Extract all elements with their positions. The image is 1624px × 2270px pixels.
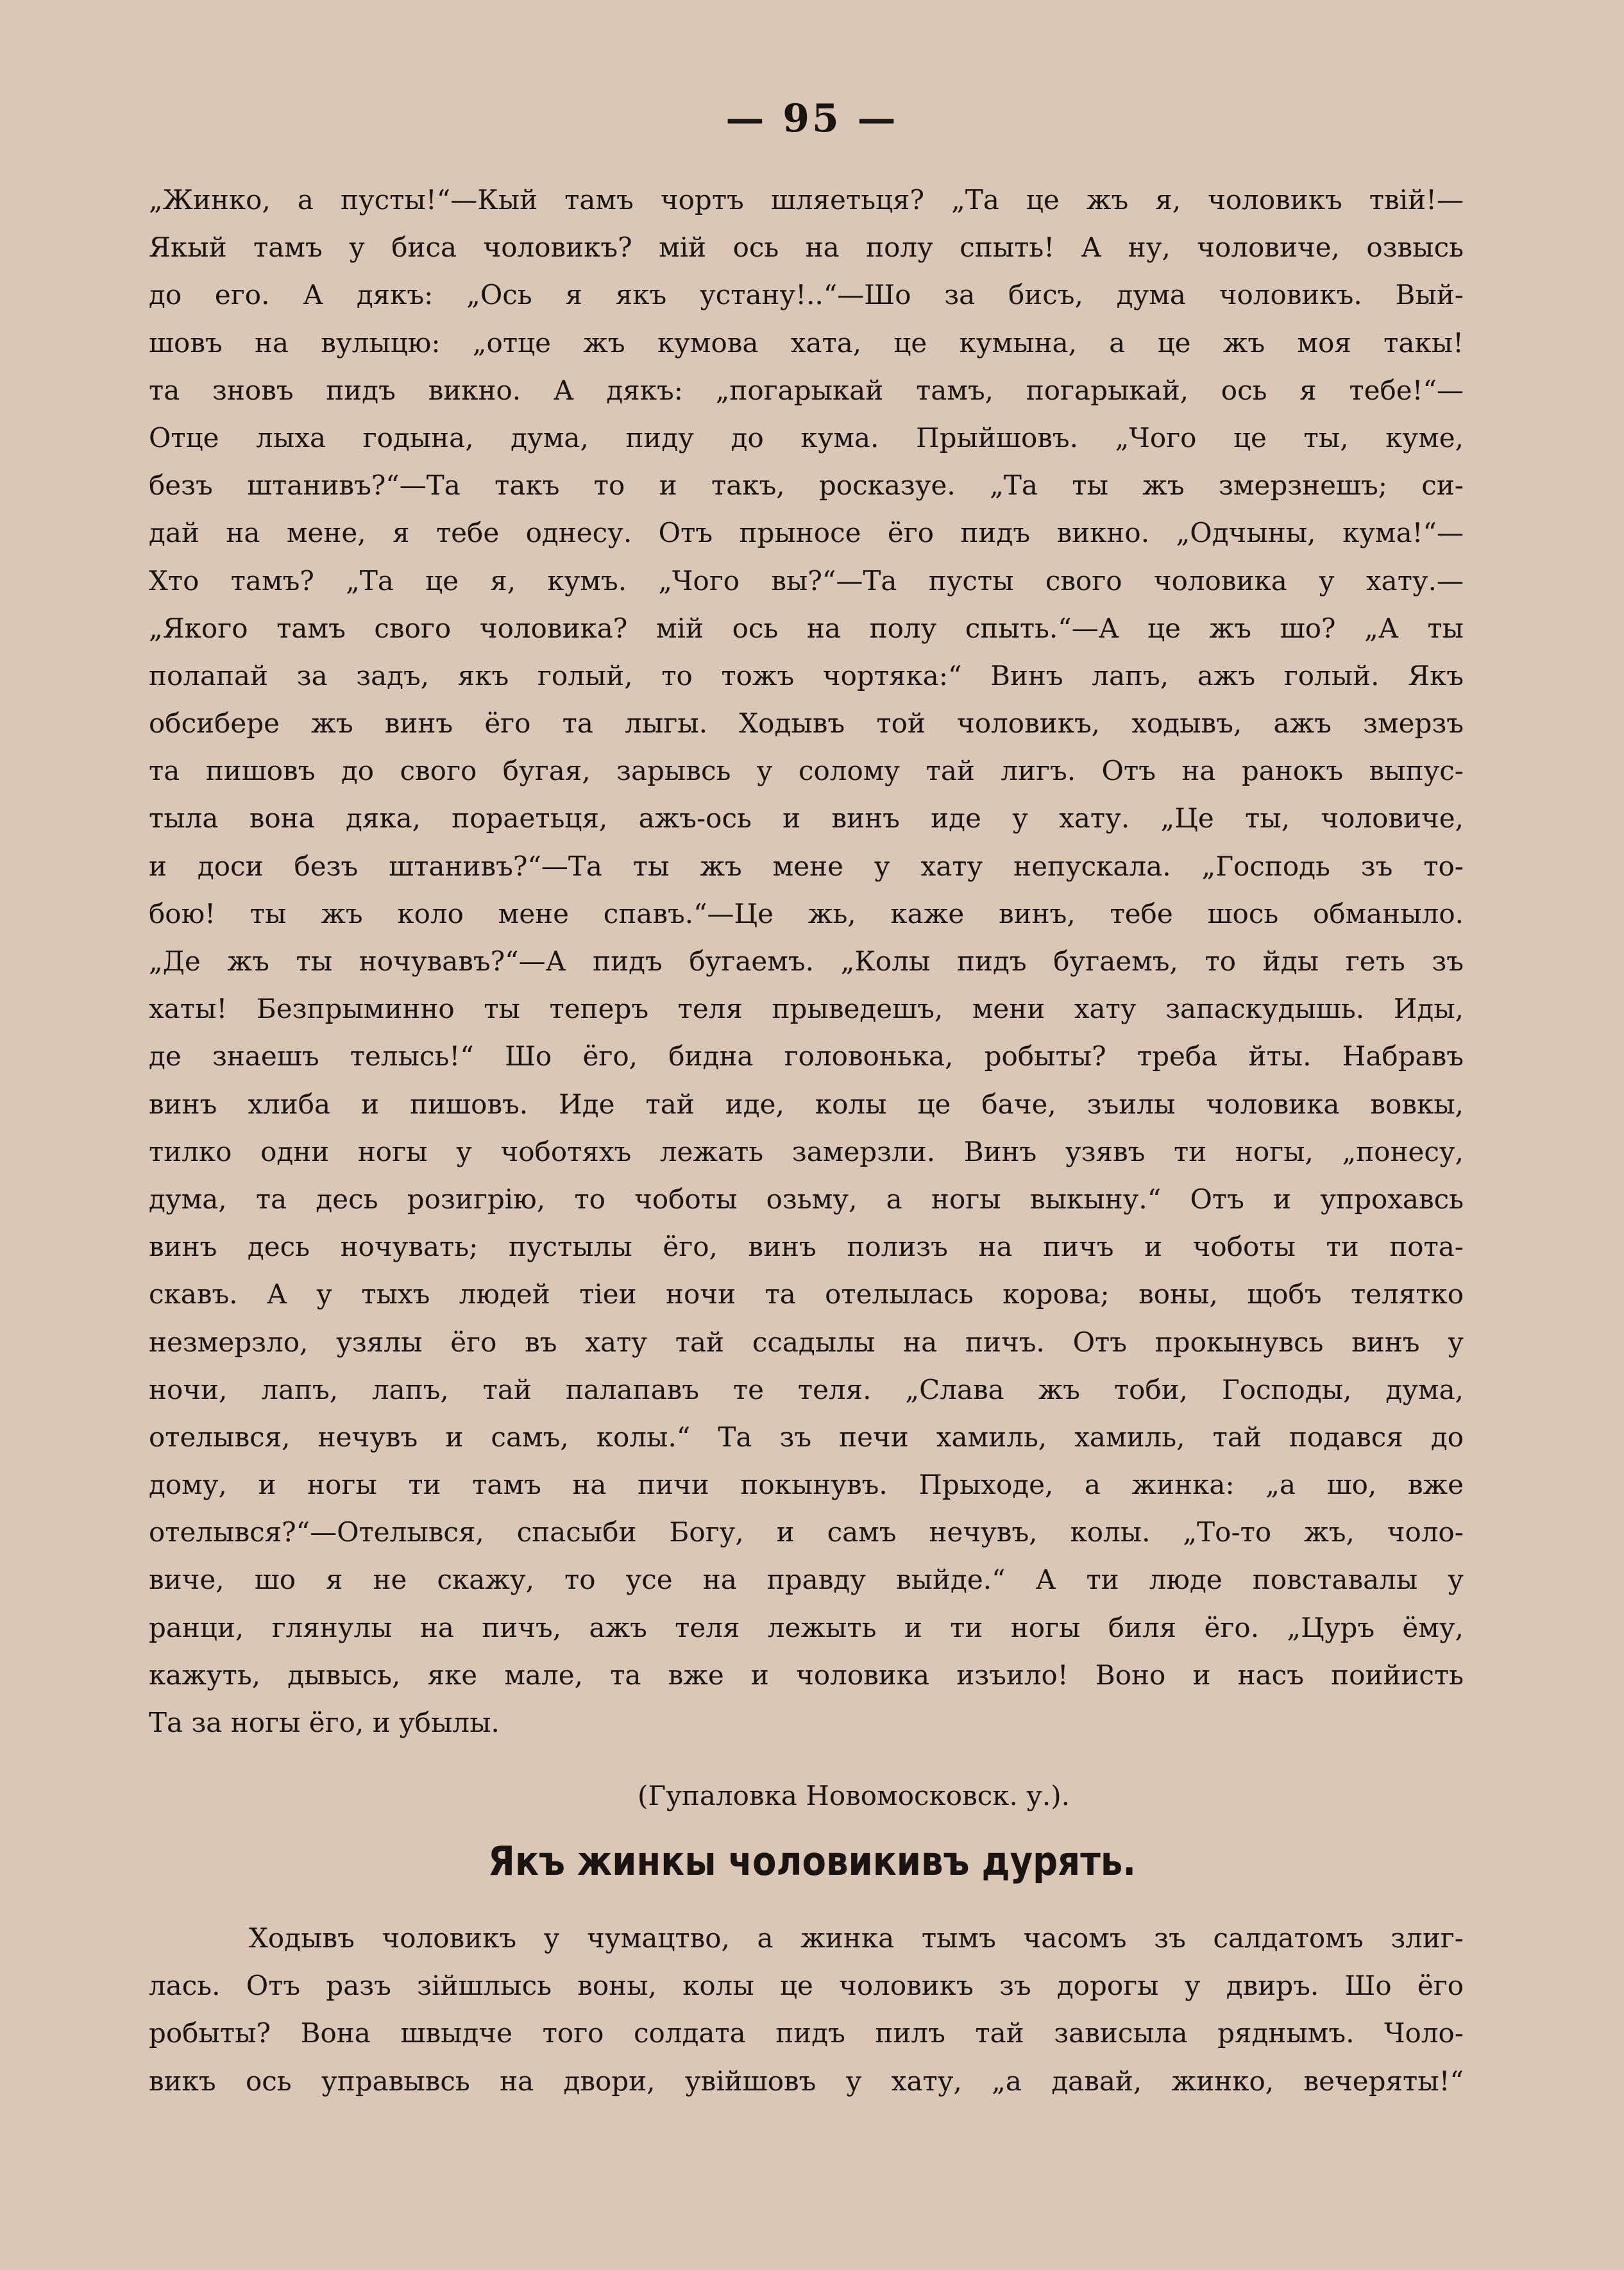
text-line: та зновъ пидъ викно. А дякъ: „погарыкай тамъ, погарыкай, ось я тебе!“— [149,374,1464,406]
text-line: ночи, лапъ, лапъ, тай палапавъ те теля. „Слава жъ тоби, Господы, дума, [149,1373,1464,1405]
text-line: де знаешъ телысь!“ Шо ёго, бидна головонька, робыты? треба йты. Набравъ [149,1040,1464,1072]
text-line: „Жинко, а пусты!“—Кый тамъ чортъ шляетьця? „Та це жъ я, чоловикъ твій!— [149,184,1464,216]
text-line: ранци, глянулы на пичъ, ажъ теля лежыть и ти ногы биля ёго. „Цуръ ёму, [149,1611,1464,1643]
text-line: дому, и ногы ти тамъ на пичи покынувъ. Прыходе, а жинка: „а шо, вже [149,1469,1464,1501]
text-line: безъ штанивъ?“—Та такъ то и такъ, росказуе. „Та ты жъ змерзнешъ; си- [149,470,1464,502]
text-line: полапай за задъ, якъ голый, то тожъ чортяка:“ Винъ лапъ, ажъ голый. Якъ [149,659,1464,691]
text-line: Хто тамъ? „Та це я, кумъ. „Чого вы?“—Та пусты свого чоловика у хату.— [149,564,1464,597]
text-line: бою! ты жъ коло мене спавъ.“—Це жь, каже винъ, тебе шось обманыло. [149,897,1464,929]
text-line: винъ хлиба и пишовъ. Иде тай иде, колы це баче, зъилы чоловика вовкы, [149,1088,1464,1120]
text-line: лась. Отъ разъ зійшлысь воны, колы це чоловикъ зъ дорогы у двиръ. Шо ёго [149,1970,1464,2002]
story-heading: Якъ жинкы чоловикивъ дурять. [487,1838,1137,1885]
text-line: обсибере жъ винъ ёго та лыгы. Ходывъ той чоловикъ, ходывъ, ажъ змерзъ [149,707,1464,740]
story-text [149,176,1464,1747]
text-line: Ходывъ чоловикъ у чумацтво, а жинка тымъ часомъ зъ салдатомъ злиг- [249,1922,1464,1954]
text-line: незмерзло, узялы ёго въ хату тай ссадылы на пичъ. Отъ прокынувсь винъ у [149,1326,1464,1358]
text-line: и доси безъ штанивъ?“—Та ты жъ мене у хату непускала. „Господь зъ то- [149,850,1464,882]
text-line: тилко одни ногы у чоботяхъ лежать замерзли. Винъ узявъ ти ногы, „понесу, [149,1135,1464,1167]
text-line: шовъ на вулыцю: „отце жъ кумова хата, це кумына, а це жъ моя такы! [149,326,1464,359]
text-line: Та за ногы ёго, и убылы. [149,1707,500,1738]
text-line: отелывся, нечувъ и самъ, колы.“ Та зъ печи хамиль, хамиль, тай подався до [149,1421,1464,1453]
page-number: — 95 — [725,96,899,141]
text-line: та пишовъ до свого бугая, зарывсь у солому тай лигъ. Отъ на ранокъ выпус- [149,755,1464,787]
text-line: „Де жъ ты ночувавъ?“—А пидъ бугаемъ. „Колы пидъ бугаемъ, то йды геть зъ [149,945,1464,977]
text-line: до его. А дякъ: „Ось я якъ устану!..“—Шо за бисъ, дума чоловикъ. Вый- [149,279,1464,311]
text-line: хаты! Безпрыминно ты теперъ теля прыведешъ, мени хату запаскудышь. Иды, [149,993,1464,1025]
text-line: винъ десь ночувать; пустылы ёго, винъ полизъ на пичъ и чоботы ти пота- [149,1231,1464,1263]
text-line: „Якого тамъ свого чоловика? мій ось на полу спыть.“—А це жъ шо? „А ты [149,612,1464,644]
text-line: дай на мене, я тебе однесу. Отъ прыносе ёго пидъ викно. „Одчыны, кума!“— [149,517,1464,549]
text-line: дума, та десь розигрію, то чоботы озьму, а ногы выкыну.“ Отъ и упрохавсь [149,1183,1464,1215]
text-line: тыла вона дяка, пораетьця, ажъ-ось и винъ иде у хату. „Це ты, чоловиче, [149,802,1464,834]
text-line: отелывся?“—Отелывся, спасыби Богу, и самъ нечувъ, колы. „То-то жъ, чоло- [149,1516,1464,1548]
text-line: робыты? Вона швыдче того солдата пидъ пилъ тай зависыла ряднымъ. Чоло- [149,2017,1464,2049]
text-line: кажуть, дывысь, яке мале, та вже и чоловика изъило! Воно и насъ поийисть [149,1659,1464,1691]
story-source: (Гупаловка Новомосковск. у.). [638,1780,1070,1811]
story-text [149,1915,1464,2105]
text-line: скавъ. А у тыхъ людей тіеи ночи та отелылась корова; воны, щобъ телятко [149,1278,1464,1310]
text-line: Якый тамъ у биса чоловикъ? мій ось на полу спыть! А ну, чоловиче, озвысь [149,232,1464,264]
text-line: Отце лыха годына, дума, пиду до кума. Прыйшовъ. „Чого це ты, куме, [149,421,1464,453]
text-line: виче, шо я не скажу, то усе на правду выйде.“ А ти люде повставалы у [149,1564,1464,1596]
text-line: викъ ось управывсь на двори, увійшовъ у хату, „а давай, жинко, вечеряты!“ [149,2065,1464,2097]
